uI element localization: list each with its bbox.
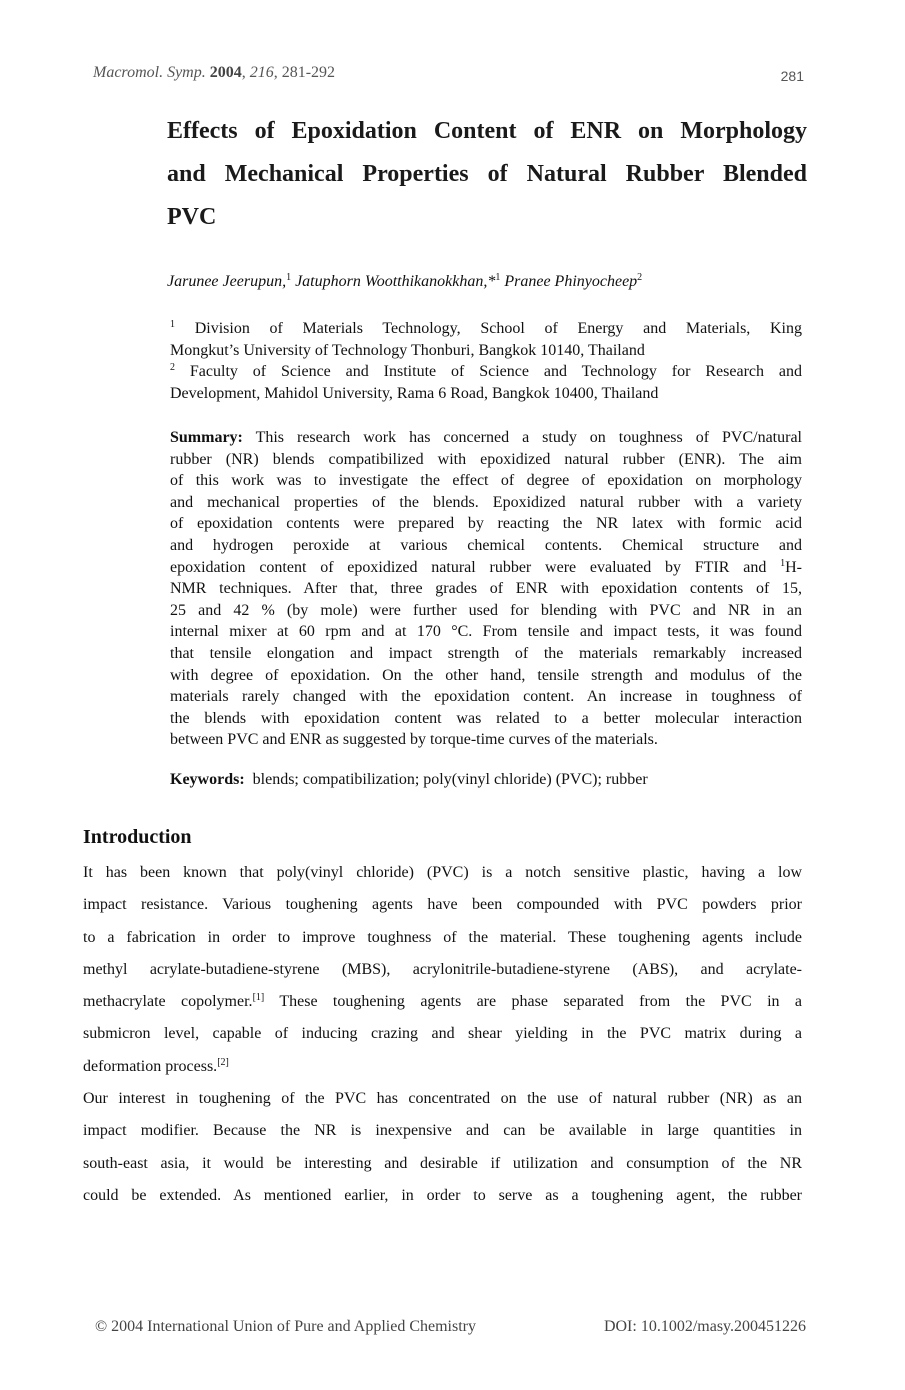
summary-line: materials rarely changed with the epoxidation content. An increase in toughness of [170, 688, 802, 706]
journal-header: Macromol. Symp. 2004, 216, 281-292 [93, 64, 336, 81]
section-heading-introduction: Introduction [83, 826, 192, 848]
copyright-notice: © 2004 International Union of Pure and Applied Chemistry [95, 1318, 476, 1335]
body-line: to a fabrication in order to improve toughness of the material. These toughening agents include [83, 928, 802, 946]
summary-line: and hydrogen peroxide at various chemical contents. Chemical structure and [170, 536, 802, 554]
citation-ref: [1] [252, 992, 265, 1004]
affiliation-text: Division of Materials Technology, School of Energy and Materials, King [194, 320, 803, 337]
author-name: Pranee Phinyocheep [504, 273, 638, 290]
abstract-summary [170, 427, 802, 751]
author-affiliation-mark: 1 [286, 272, 292, 283]
body-line [83, 986, 802, 1018]
nmr-superscript: 1 [780, 557, 786, 569]
body-line: could be extended. As mentioned earlier, in order to serve as a toughening agent, the rubber [83, 1186, 802, 1204]
body-line: impact modifier. Because the NR is inexpensive and can be available in large quantities in [83, 1122, 802, 1140]
body-text-span: These toughening agents are phase separated from the PVC in a [264, 993, 803, 1011]
author-name: Jarunee Jeerupun, [167, 273, 287, 290]
body-line [83, 1051, 802, 1083]
body-text-span: methacrylate copolymer. [83, 993, 253, 1011]
summary-line: with degree of epoxidation. On the other hand, tensile strength and modulus of the [170, 666, 802, 684]
affiliation-line [170, 361, 802, 383]
body-line: submicron level, capable of inducing crazing and shear yielding in the PVC matrix during a [83, 1025, 802, 1043]
summary-text: epoxidation content of epoxidized natural rubber were evaluated by FTIR and [170, 558, 781, 576]
summary-line: of this work was to investigate the effect of degree of epoxidation on morphology [170, 472, 802, 490]
body-line: methyl acrylate-butadiene-styrene (MBS), acrylonitrile-butadiene-styrene (ABS), and acrylate- [83, 960, 802, 978]
summary-line [170, 557, 802, 579]
introduction-paragraph-1 [83, 857, 802, 1083]
affiliation-1 [170, 318, 802, 361]
author-affiliation-mark: 2 [637, 272, 643, 283]
author-list [167, 273, 642, 291]
affiliation-mark: 1 [170, 319, 175, 330]
affiliation-line: Mongkut’s University of Technology Thonburi, Bangkok 10140, Thailand [170, 341, 645, 359]
summary-line: internal mixer at 60 rpm and at 170 °C. From tensile and impact tests, it was found [170, 623, 802, 641]
author-affiliation-mark: 1 [495, 272, 501, 283]
title-line: Effects of Epoxidation Content of ENR on Morphology [167, 118, 807, 144]
citation-ref: [2] [217, 1056, 229, 1068]
journal-volume: 216 [249, 64, 274, 81]
introduction-paragraph-2 [83, 1083, 802, 1212]
summary-text: H- [785, 558, 802, 576]
journal-year: 2004 [209, 64, 242, 81]
body-line: impact resistance. Various toughening agents have been compounded with PVC powders prior [83, 896, 802, 914]
title-line: PVC [167, 204, 217, 230]
summary-line: between PVC and ENR as suggested by torque-time curves of the materials. [170, 731, 658, 749]
keywords-text: blends; compatibilization; poly(vinyl chloride) (PVC); rubber [252, 771, 648, 788]
summary-text: This research work has concerned a study on toughness of PVC/natural [255, 429, 802, 446]
paper-title [167, 110, 807, 239]
summary-line: 25 and 42 % (by mole) were further used for blending with PVC and NR in an [170, 601, 802, 619]
title-line: and Mechanical Properties of Natural Rubber Blended [167, 161, 807, 187]
journal-pages: 281-292 [281, 64, 336, 81]
summary-line: of epoxidation contents were prepared by reacting the NR latex with formic acid [170, 515, 802, 533]
summary-line: the blends with epoxidation content was related to a better molecular interaction [170, 709, 802, 727]
affiliation-2 [170, 361, 802, 404]
summary-line: NMR techniques. After that, three grades of ENR with epoxidation contents of 15, [170, 580, 802, 598]
summary-line: that tensile elongation and impact strength of the materials remarkably increased [170, 644, 802, 662]
summary-line [170, 427, 802, 449]
page-number: 281 [780, 68, 804, 84]
summary-line: rubber (NR) blends compatibilized with epoxidized natural rubber (ENR). The aim [170, 450, 802, 468]
summary-line: and mechanical properties of the blends. Epoxidized natural rubber with a variety [170, 493, 802, 511]
author-name: Jatuphorn Wootthikanokkhan,* [295, 273, 496, 290]
doi: DOI: 10.1002/masy.200451226 [603, 1318, 806, 1335]
keywords [170, 771, 648, 789]
affiliation-mark: 2 [170, 362, 175, 373]
body-line: south-east asia, it would be interesting and desirable if utilization and consumption of the NR [83, 1154, 802, 1172]
body-line: It has been known that poly(vinyl chloride) (PVC) is a notch sensitive plastic, having a low [83, 864, 802, 881]
journal-name: Macromol. Symp. [93, 64, 206, 81]
affiliation-line [170, 318, 802, 340]
affiliation-text: Faculty of Science and Institute of Science and Technology for Research and [189, 363, 802, 380]
affiliation-line: Development, Mahidol University, Rama 6 Road, Bangkok 10400, Thailand [170, 384, 659, 402]
summary-label: Summary: [170, 429, 243, 446]
body-line: Our interest in toughening of the PVC has concentrated on the use of natural rubber (NR) as an [83, 1090, 802, 1107]
keywords-label: Keywords: [170, 771, 245, 788]
body-text-span: deformation process. [83, 1057, 218, 1075]
